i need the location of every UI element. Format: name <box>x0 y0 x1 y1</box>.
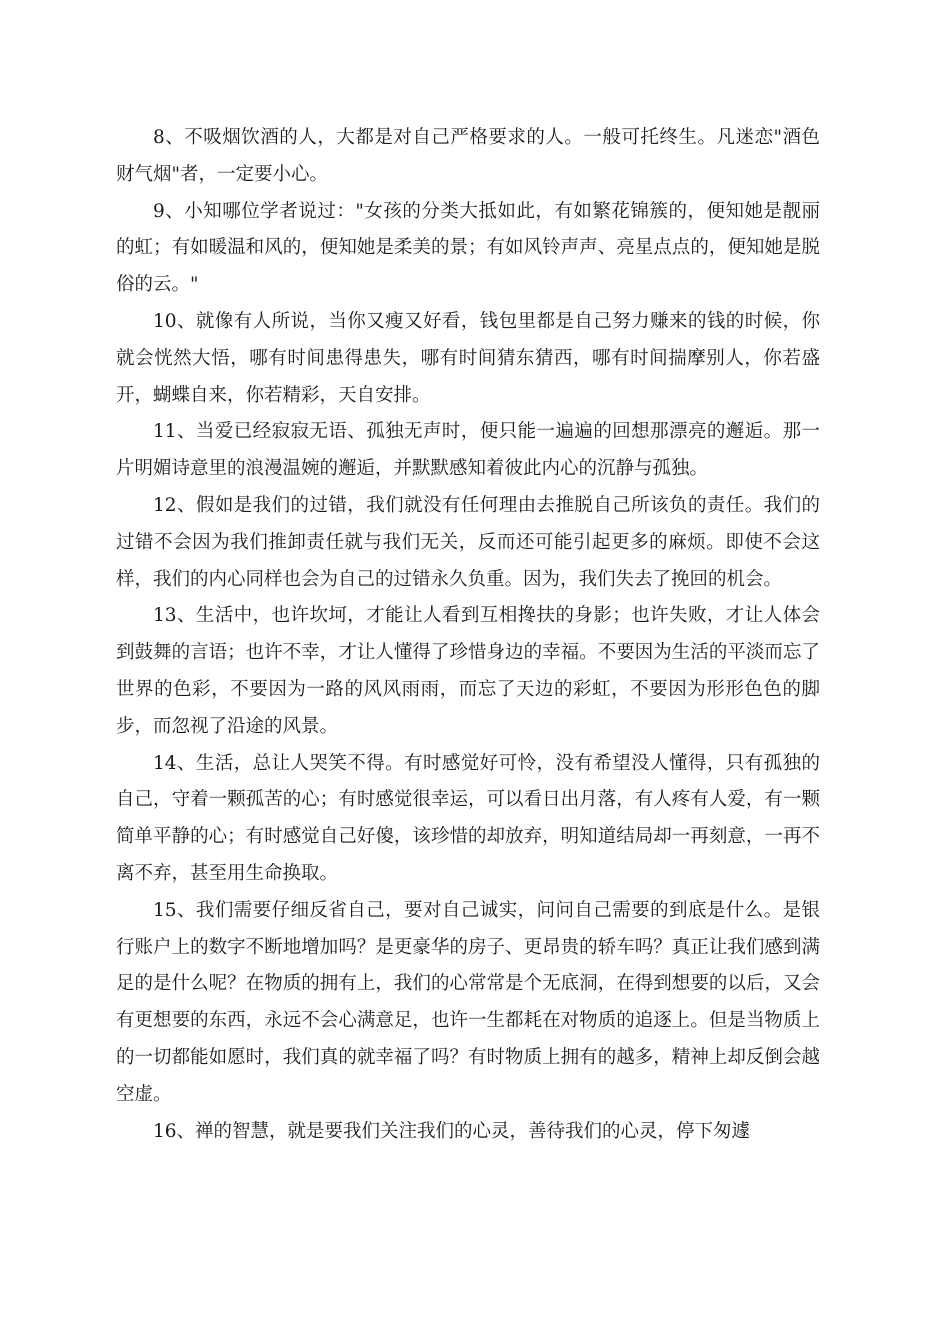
paragraph-9: 9、小知哪位学者说过："女孩的分类大抵如此，有如繁花锦簇的，便知她是靓丽的虹；有如暖温和风的，便知她是柔美的景；有如风铃声声、亮星点点的，便知她是脱俗的云。" <box>116 200 820 296</box>
paragraph-12: 12、假如是我们的过错，我们就没有任何理由去推脱自己所该负的责任。我们的过错不会因为我们推卸责任就与我们无关，反而还可能引起更多的麻烦。即使不会这样，我们的内心同样也会为自己的过错永久负重。因为，我们失去了挽回的机会。 <box>116 494 820 590</box>
paragraph-14: 14、生活，总让人哭笑不得。有时感觉好可怜，没有希望没人懂得，只有孤独的自己，守着一颗孤苦的心；有时感觉很幸运，可以看日出月落，有人疼有人爱，有一颗简单平静的心；有时感觉自己好傻，该珍惜的却放弃，明知道结局却一再刻意，一再不离不弃，甚至用生命换取。 <box>116 752 820 884</box>
paragraph-13: 13、生活中，也许坎坷，才能让人看到互相搀扶的身影；也许失败，才让人体会到鼓舞的言语；也许不幸，才让人懂得了珍惜身边的幸福。不要因为生活的平淡而忘了世界的色彩，不要因为一路的风风雨雨，而忘了天边的彩虹，不要因为形形色色的脚步，而忽视了沿途的风景。 <box>116 605 820 737</box>
paragraph-11: 11、当爱已经寂寂无语、孤独无声时，便只能一遍遍的回想那漂亮的邂逅。那一片明媚诗意里的浪漫温婉的邂逅，并默默感知着彼此内心的沉静与孤独。 <box>116 421 820 480</box>
document-page <box>116 120 820 1150</box>
paragraph-10: 10、就像有人所说，当你又瘦又好看，钱包里都是自己努力赚来的钱的时候，你就会恍然大悟，哪有时间患得患失，哪有时间猜东猜西，哪有时间揣摩别人，你若盛开，蝴蝶自来，你若精彩，天自安排。 <box>116 310 820 406</box>
paragraph-16: 16、禅的智慧，就是要我们关注我们的心灵，善待我们的心灵，停下匆遽 <box>153 1120 751 1142</box>
paragraph-15: 15、我们需要仔细反省自己，要对自己诚实，问问自己需要的到底是什么。是银行账户上的数字不断地增加吗？是更豪华的房子、更昂贵的轿车吗？真正让我们感到满足的是什么呢？在物质的拥有上，我们的心常常是个无底洞，在得到想要的以后，又会有更想要的东西，永远不会心满意足，也许一生都耗在对物质的追逐上。但是当物质上的一切都能如愿时，我们真的就幸福了吗？有时物质上拥有的越多，精神上却反倒会越空虚。 <box>116 899 820 1105</box>
paragraph-8: 8、不吸烟饮酒的人，大都是对自己严格要求的人。一般可托终生。凡迷恋"酒色财气烟"者，一定要小心。 <box>116 127 820 185</box>
